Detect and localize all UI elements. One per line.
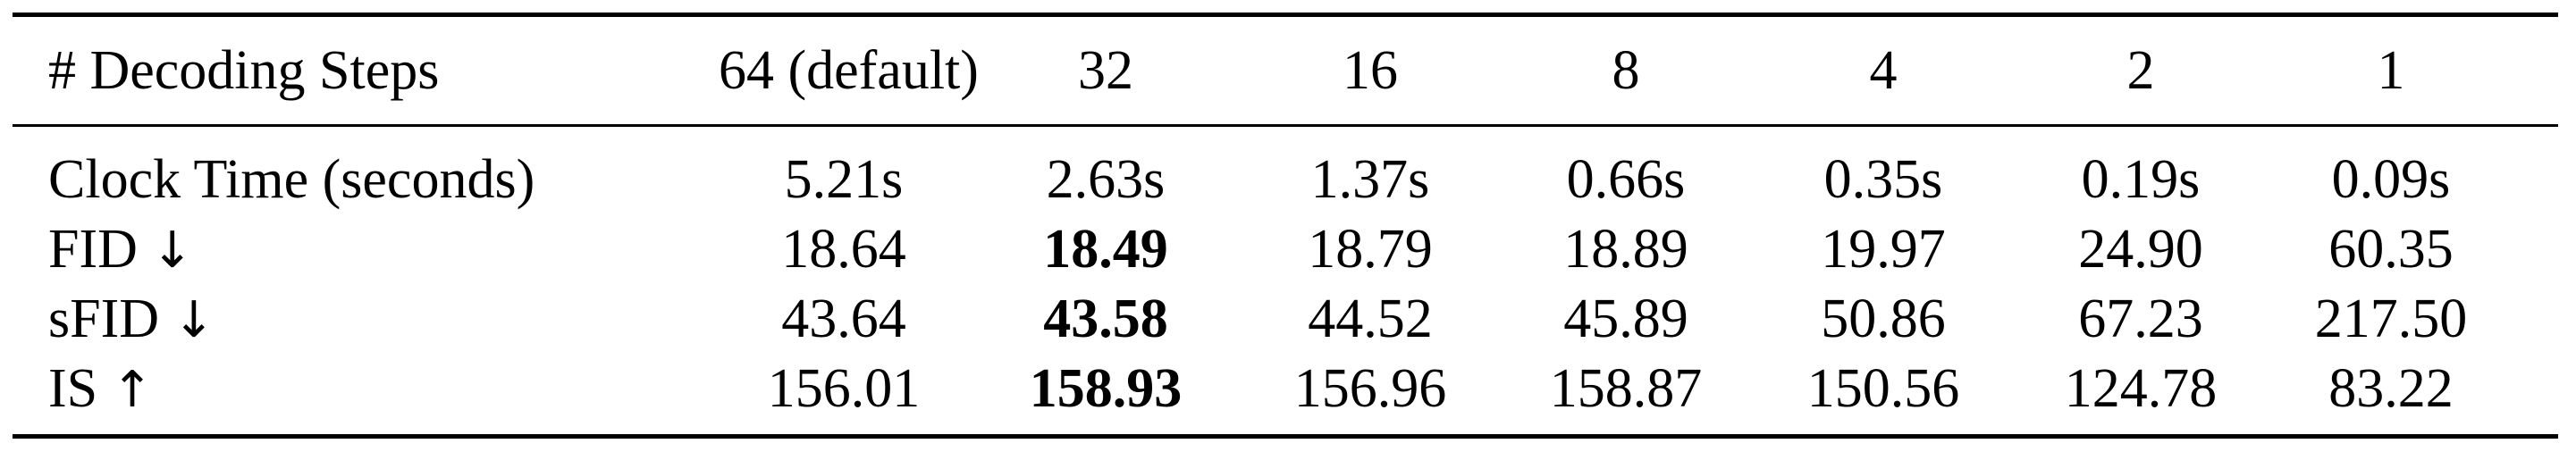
table-row-clock-time xyxy=(13,145,2558,214)
row-label xyxy=(13,149,683,210)
table-cell: 19.97 xyxy=(1821,219,1946,280)
down-arrow-icon: ↓ xyxy=(173,291,215,349)
down-arrow-icon: ↓ xyxy=(151,222,194,280)
table-cell: 217.50 xyxy=(2314,289,2468,349)
row-label-text: sFID xyxy=(48,289,160,349)
header-row xyxy=(13,17,2558,124)
table-cell: 60.35 xyxy=(2328,219,2454,280)
header-col-64: 64 (default) xyxy=(719,40,979,101)
row-label-text: FID xyxy=(48,219,138,280)
table-cell: 24.90 xyxy=(2078,219,2203,280)
table-cell: 18.79 xyxy=(1308,219,1433,280)
header-col-32: 32 xyxy=(1078,40,1133,101)
table-cell-best: 158.93 xyxy=(1029,358,1183,419)
table-cell: 0.09s xyxy=(2331,149,2451,210)
header-col-16: 16 xyxy=(1343,40,1398,101)
table-cell: 150.56 xyxy=(1806,358,1960,419)
table-cell-best: 43.58 xyxy=(1043,289,1168,349)
table-cell: 67.23 xyxy=(2078,289,2203,349)
table-cell: 18.64 xyxy=(781,219,906,280)
table-cell: 0.19s xyxy=(2081,149,2201,210)
table-cell: 2.63s xyxy=(1046,149,1166,210)
header-col-8: 8 xyxy=(1612,40,1640,101)
header-col-1: 1 xyxy=(2377,40,2405,101)
table-cell-best: 18.49 xyxy=(1043,219,1168,280)
table-cell: 156.96 xyxy=(1293,358,1447,419)
header-col-4: 4 xyxy=(1869,40,1898,101)
row-label xyxy=(13,358,683,419)
row-label xyxy=(13,219,683,280)
table-row-fid xyxy=(13,214,2558,284)
row-label xyxy=(13,291,683,347)
table-cell: 156.01 xyxy=(767,358,921,419)
row-label-text: Clock Time (seconds) xyxy=(48,149,535,210)
table-row-sfid xyxy=(13,284,2558,354)
table-cell: 5.21s xyxy=(784,149,904,210)
up-arrow-icon: ↑ xyxy=(111,361,154,419)
bottom-rule xyxy=(13,434,2558,439)
row-label-text: IS xyxy=(48,358,98,419)
table-cell: 1.37s xyxy=(1310,149,1430,210)
table-cell: 124.78 xyxy=(2064,358,2218,419)
table-cell: 45.89 xyxy=(1563,289,1688,349)
table-cell: 0.35s xyxy=(1823,149,1943,210)
table-cell: 18.89 xyxy=(1563,219,1688,280)
table-cell: 158.87 xyxy=(1549,358,1703,419)
table-row-is xyxy=(13,354,2558,423)
table-cell: 0.66s xyxy=(1566,149,1686,210)
table-cell: 50.86 xyxy=(1821,289,1946,349)
header-col-2: 2 xyxy=(2126,40,2155,101)
results-table xyxy=(13,13,2558,439)
table-cell: 43.64 xyxy=(781,289,906,349)
table-cell: 44.52 xyxy=(1308,289,1433,349)
header-label: # Decoding Steps xyxy=(48,40,440,101)
table-cell: 83.22 xyxy=(2328,358,2454,419)
